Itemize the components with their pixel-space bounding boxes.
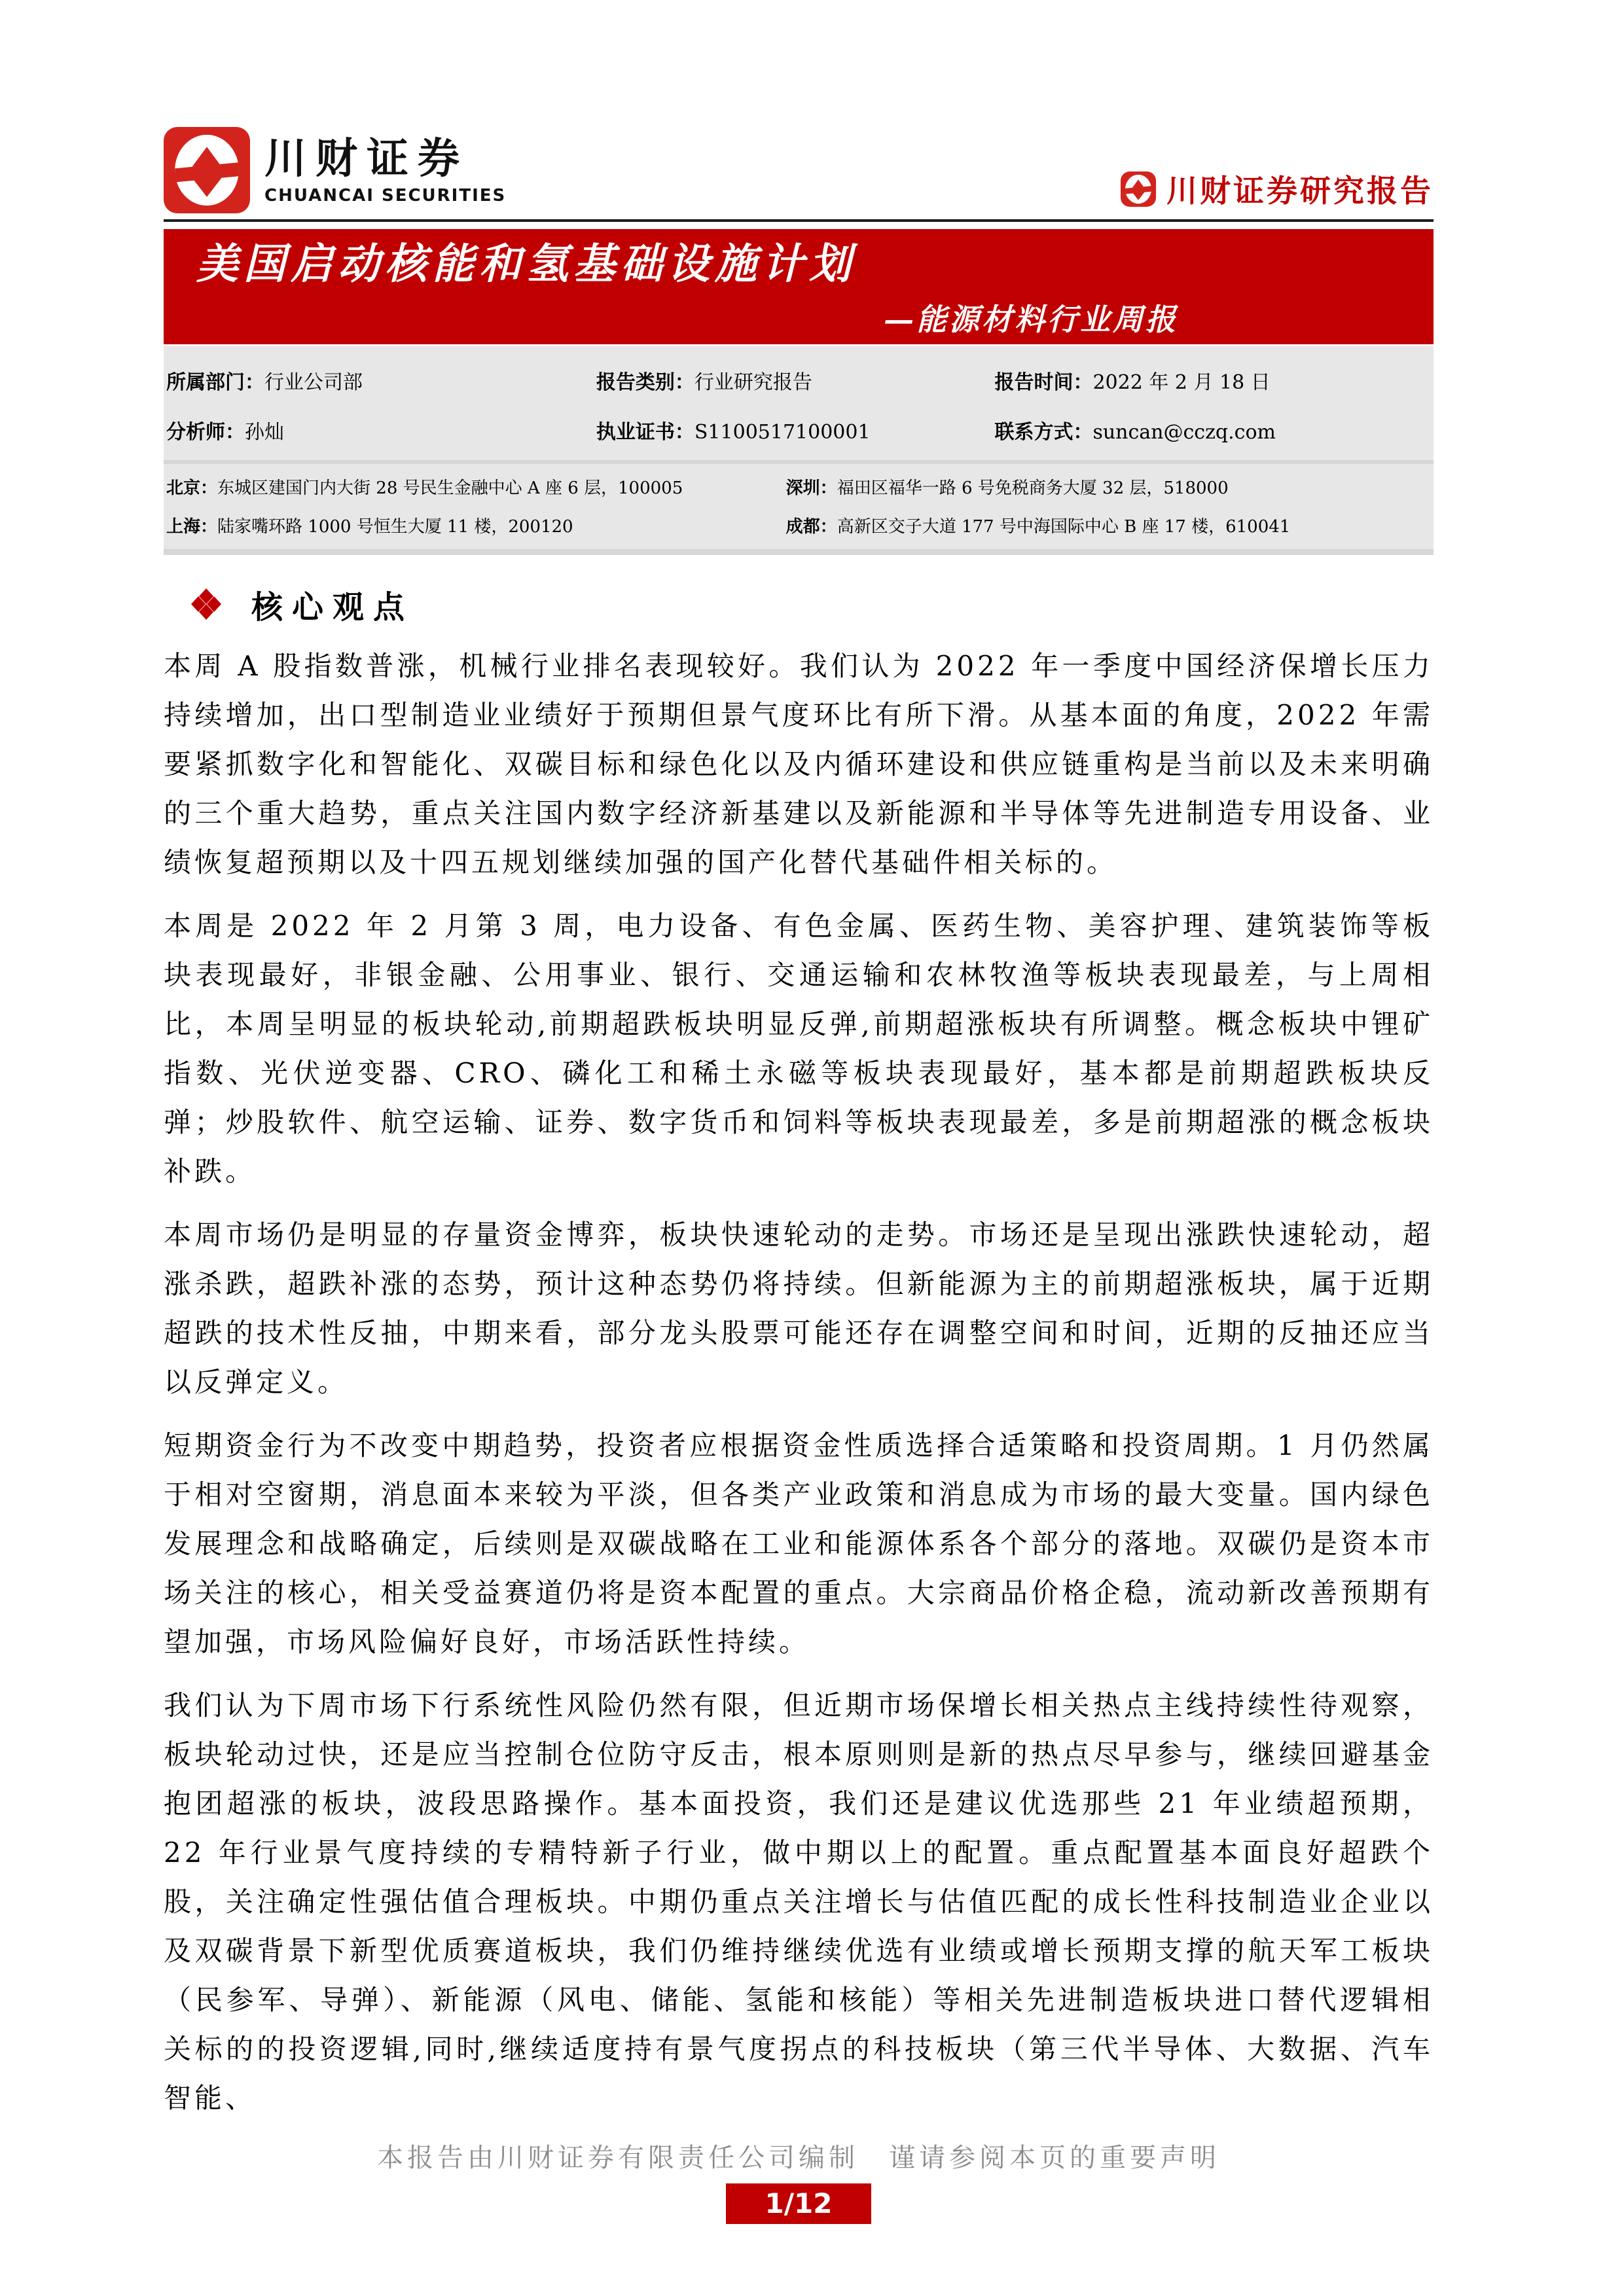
brand-name-en: CHUANCAI SECURITIES	[264, 186, 507, 206]
report-meta	[164, 346, 1434, 555]
page-footer	[164, 2137, 1434, 2224]
meta-department: 所属部门：行业公司部	[166, 371, 363, 394]
paragraph-2: 本周是 2022 年 2 月第 3 周，电力设备、有色金属、医药生物、美容护理、建筑装饰等板块表现最好，非银金融、公用事业、银行、交通运输和农林牧渔等板块表现最差，与上周相比，本周呈明显的板块轮动,前期超跌板块明显反弹,前期超涨板块有所调整。概念板块中锂矿指数、光伏逆变器、CRO、磷化工和稀土永磁等板块表现最好，基本都是前期超跌板块反弹；炒股软件、航空运输、证券、数字货币和饲料等板块表现最差，多是前期超涨的概念板块补跌。	[164, 910, 1434, 1187]
brand-name-cn: 川财证券	[264, 135, 469, 183]
paragraph-3: 本周市场仍是明显的存量资金博弈，板块快速轮动的走势。市场还是呈现出涨跌快速轮动，超涨杀跌，超跌补涨的态势，预计这种态势仍将持续。但新能源为主的前期超涨板块，属于近期超跌的技术性反抽，中期来看，部分龙头股票可能还存在调整空间和时间，近期的反抽还应当以反弹定义。	[164, 1219, 1434, 1398]
meta-analyst: 分析师：孙灿	[166, 421, 284, 444]
meta-license-no: 执业证书：S1100517100001	[596, 421, 871, 444]
section-heading-label: 核心观点	[251, 588, 414, 626]
diamond-bullet-icon	[190, 587, 223, 621]
address-shanghai: 上海：陆家嘴环路 1000 号恒生大厦 11 楼，200120	[166, 517, 573, 537]
meta-report-type: 报告类别：行业研究报告	[596, 371, 812, 394]
address-chengdu: 成都：高新区交子大道 177 号中海国际中心 B 座 17 楼，610041	[785, 517, 1291, 537]
core-views-text	[164, 641, 1434, 2123]
report-body	[164, 555, 1434, 2137]
disclaimer-text: 本报告由川财证券有限责任公司编制 谨请参阅本页的重要声明	[377, 2143, 1220, 2173]
address-beijing: 北京：东城区建国门内大街 28 号民生金融中心 A 座 6 层，100005	[166, 478, 683, 498]
address-shenzhen: 深圳：福田区福华一路 6 号免税商务大厦 32 层，518000	[785, 478, 1229, 498]
report-title: 美国启动核能和氢基础设施计划	[196, 240, 856, 289]
chuancai-logo-icon	[164, 126, 250, 215]
brand-row	[164, 126, 1434, 215]
report-type-badge	[1121, 167, 1434, 211]
report-header	[164, 126, 1434, 222]
meta-report-date: 报告时间：2022 年 2 月 18 日	[994, 371, 1271, 394]
section-heading-core-views	[190, 585, 1434, 626]
paragraph-1: 本周 A 股指数普涨，机械行业排名表现较好。我们认为 2022 年一季度中国经济保增长压力持续增加，出口型制造业业绩好于预期但景气度环比有所下滑。从基本面的角度，2022 年需要紧抓数字化和智能化、双碳目标和绿色化以及内循环建设和供应链重构是当前以及未来明确的三个重大趋势，重点关注国内数字经济新基建以及新能源和半导体等先进制造专用设备、业绩恢复超预期以及十四五规划继续加强的国产化替代基础件相关标的。	[164, 650, 1434, 878]
brand-text	[264, 126, 506, 207]
report-badge-label: 川财证券研究报告	[1166, 173, 1434, 209]
report-subtitle: —能源材料行业周报	[884, 302, 1178, 337]
title-banner	[164, 229, 1434, 344]
chuancai-badge-icon	[1121, 171, 1156, 207]
office-addresses	[164, 464, 1434, 549]
page-number-badge: 1/12	[726, 2183, 871, 2224]
meta-grid	[164, 366, 1434, 444]
paragraph-5: 我们认为下周市场下行系统性风险仍然有限，但近期市场保增长相关热点主线持续性待观察，板块轮动过快，还是应当控制仓位防守反击，根本原则则是新的热点尽早参与，继续回避基金抱团超涨的板块，波段思路操作。基本面投资，我们还是建议优选那些 21 年业绩超预期，22 年行业景气度持续的专精特新子行业，做中期以上的配置。重点配置基本面良好超跌个股，关注确定性强估值合理板块。中期仍重点关注增长与估值匹配的成长性科技制造业企业以及双碳背景下新型优质赛道板块，我们仍维持继续优选有业绩或增长预期支撑的航天军工板块（民参军、导弹）、新能源（风电、储能、氢能和核能）等相关先进制造板块进口替代逻辑相关标的的投资逻辑,同时,继续适度持有景气度拐点的科技板块（第三代半导体、大数据、汽车智能、	[164, 1689, 1434, 2114]
paragraph-4: 短期资金行为不改变中期趋势，投资者应根据资金性质选择合适策略和投资周期。1 月仍然属于相对空窗期，消息面本来较为平淡，但各类产业政策和消息成为市场的最大变量。国内绿色发展理念和战略确定，后续则是双碳战略在工业和能源体系各个部分的落地。双碳仍是资本市场关注的核心，相关受益赛道仍将是资本配置的重点。大宗商品价格企稳，流动新改善预期有望加强，市场风险偏好良好，市场活跃性持续。	[164, 1429, 1434, 1658]
meta-contact-email: 联系方式：suncan@cczq.com	[994, 421, 1276, 444]
company-logo	[164, 126, 506, 215]
header-divider	[164, 219, 1434, 222]
